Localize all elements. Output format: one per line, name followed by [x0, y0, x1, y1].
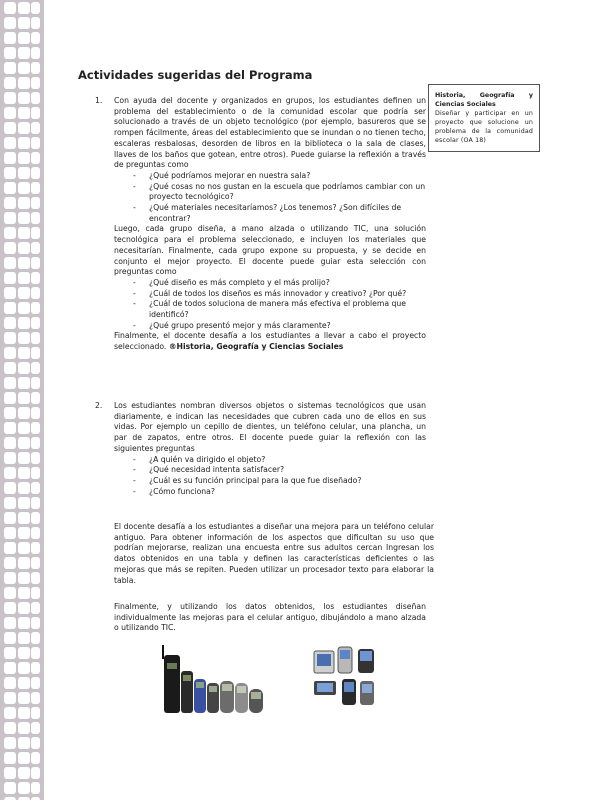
page-heading: Actividades sugeridas del Programa — [78, 68, 313, 82]
strip-square — [4, 557, 16, 569]
strip-square — [31, 767, 40, 779]
activity-2-questions — [114, 455, 426, 498]
strip-square — [18, 467, 30, 479]
strip-square — [4, 767, 16, 779]
question-text: ¿Cuál es su función principal para la que fue diseñado? — [149, 475, 362, 485]
activity-2-paragraph-2-block — [114, 522, 434, 586]
strip-square — [18, 602, 30, 614]
strip-square — [18, 782, 30, 794]
strip-square — [31, 722, 40, 734]
strip-square — [18, 722, 30, 734]
strip-square — [31, 332, 40, 344]
strip-square — [31, 47, 40, 59]
strip-square — [4, 542, 16, 554]
strip-square — [4, 332, 16, 344]
strip-square — [31, 212, 40, 224]
strip-square — [4, 287, 16, 299]
strip-square — [31, 347, 40, 359]
strip-square — [18, 362, 30, 374]
strip-square — [31, 797, 40, 809]
strip-square — [4, 752, 16, 764]
strip-square — [18, 212, 30, 224]
strip-square — [4, 437, 16, 449]
reference-title: Historia, Geografía y Ciencias Sociales — [435, 92, 533, 108]
dash-bullet: - — [133, 320, 136, 330]
question-text: ¿A quién va dirigido el objeto? — [149, 454, 266, 464]
strip-square — [4, 377, 16, 389]
activity-1 — [114, 96, 426, 353]
strip-square — [18, 677, 30, 689]
strip-square — [31, 662, 40, 674]
activity-1-questions-1 — [114, 171, 426, 225]
question-text: ¿Qué cosas no nos gustan en la escuela que podríamos cambiar con un proyecto tecnológico? — [149, 181, 426, 202]
strip-square — [18, 377, 30, 389]
question-item — [114, 465, 426, 476]
strip-square — [18, 242, 30, 254]
activity-1-closing-ref: ®Historia, Geografía y Ciencias Sociales — [168, 342, 344, 352]
strip-square — [18, 152, 30, 164]
strip-square — [18, 767, 30, 779]
dash-bullet: - — [133, 203, 136, 213]
question-item — [114, 171, 426, 182]
question-text: ¿Qué podríamos mejorar en nuestra sala? — [149, 170, 311, 180]
strip-square — [4, 272, 16, 284]
question-item — [114, 455, 426, 466]
strip-square — [18, 527, 30, 539]
strip-square — [4, 362, 16, 374]
strip-square — [31, 572, 40, 584]
strip-square — [31, 752, 40, 764]
strip-square — [31, 302, 40, 314]
strip-square — [31, 407, 40, 419]
strip-square — [4, 647, 16, 659]
strip-square — [4, 242, 16, 254]
strip-square — [18, 797, 30, 809]
strip-square — [18, 122, 30, 134]
reference-body: Diseñar y participar en un proyecto que solucione un problema de la comunidad escolar (OA 18) — [435, 110, 533, 144]
strip-square — [4, 302, 16, 314]
strip-square — [31, 452, 40, 464]
strip-square — [18, 392, 30, 404]
strip-square — [18, 197, 30, 209]
strip-square — [4, 497, 16, 509]
activity-2-paragraph-3-block — [114, 602, 426, 634]
activity-1-closing: Finalmente, el docente desafía a los estudiantes a llevar a cabo el proyecto seleccionado. — [114, 331, 426, 352]
strip-square — [4, 167, 16, 179]
dash-bullet: - — [133, 170, 136, 180]
strip-square — [31, 17, 40, 29]
question-item — [114, 278, 426, 289]
strip-square — [4, 227, 16, 239]
strip-square — [31, 32, 40, 44]
strip-square — [18, 452, 30, 464]
modern-phones-image — [312, 645, 384, 711]
strip-square — [18, 587, 30, 599]
dash-bullet: - — [133, 288, 136, 298]
strip-square — [31, 617, 40, 629]
strip-square — [31, 62, 40, 74]
strip-square — [31, 227, 40, 239]
question-text: ¿Cuál de todos los diseños es más innovador y creativo? ¿Por qué? — [149, 288, 407, 298]
strip-square — [18, 437, 30, 449]
dash-bullet: - — [133, 486, 136, 496]
strip-square — [31, 77, 40, 89]
question-text: ¿Cuál de todos soluciona de manera más efectiva el problema que identificó? — [149, 299, 407, 320]
strip-square — [31, 107, 40, 119]
strip-square — [31, 557, 40, 569]
strip-square — [4, 407, 16, 419]
strip-square — [4, 737, 16, 749]
activity-2-intro: Los estudiantes nombran diversos objetos o sistemas tecnológicos que usan diariamente, e indican las necesidades que cubren cada uno de ellos en sus vidas. Por ejemplo un cepillo de dientes, un teléfono celular, una plancha, un par de zapatos, entre otros. El docente puede guiar la reflexión con las siguientes preguntas — [114, 401, 426, 453]
strip-square — [4, 77, 16, 89]
strip-square — [18, 317, 30, 329]
strip-square — [4, 107, 16, 119]
question-item — [114, 203, 426, 224]
strip-square — [18, 422, 30, 434]
strip-square — [18, 272, 30, 284]
strip-square — [31, 287, 40, 299]
strip-square — [4, 662, 16, 674]
strip-square — [31, 527, 40, 539]
strip-square — [18, 737, 30, 749]
strip-square — [4, 137, 16, 149]
strip-square — [31, 497, 40, 509]
strip-square — [18, 407, 30, 419]
strip-square — [4, 347, 16, 359]
strip-square — [18, 512, 30, 524]
strip-square — [18, 77, 30, 89]
strip-square — [4, 467, 16, 479]
strip-square — [31, 317, 40, 329]
strip-square — [4, 317, 16, 329]
strip-square — [4, 182, 16, 194]
dash-bullet: - — [133, 277, 136, 287]
strip-square — [31, 137, 40, 149]
strip-square — [31, 737, 40, 749]
strip-square — [18, 137, 30, 149]
strip-square — [4, 722, 16, 734]
strip-square — [4, 527, 16, 539]
strip-square — [18, 167, 30, 179]
strip-square — [31, 422, 40, 434]
strip-square — [4, 17, 16, 29]
strip-square — [4, 392, 16, 404]
strip-square — [31, 692, 40, 704]
strip-square — [31, 152, 40, 164]
strip-square — [18, 17, 30, 29]
strip-square — [31, 272, 40, 284]
question-item — [114, 476, 426, 487]
strip-square — [4, 587, 16, 599]
question-item — [114, 182, 426, 203]
strip-square — [31, 632, 40, 644]
activity-2-paragraph-3: Finalmente, y utilizando los datos obtenidos, los estudiantes diseñan individualmente las mejoras para el celular antiguo, dibujándolo a mano alzada o utilizando TIC. — [114, 602, 426, 633]
strip-square — [18, 257, 30, 269]
strip-square — [31, 512, 40, 524]
question-item — [114, 299, 426, 320]
strip-square — [18, 707, 30, 719]
strip-square — [18, 497, 30, 509]
strip-square — [18, 692, 30, 704]
question-text: ¿Qué diseño es más completo y el más prolijo? — [149, 277, 330, 287]
dash-bullet: - — [133, 465, 136, 475]
strip-square — [18, 572, 30, 584]
strip-square — [4, 632, 16, 644]
question-text: ¿Qué grupo presentó mejor y más claramente? — [149, 320, 331, 330]
dash-bullet: - — [133, 299, 136, 309]
activity-2 — [114, 401, 426, 497]
dash-bullet: - — [133, 181, 136, 191]
strip-square — [31, 392, 40, 404]
strip-square — [4, 707, 16, 719]
strip-square — [31, 2, 40, 14]
strip-square — [4, 602, 16, 614]
strip-square — [31, 242, 40, 254]
strip-square — [4, 572, 16, 584]
strip-square — [18, 557, 30, 569]
strip-square — [31, 92, 40, 104]
activity-1-closing-paragraph — [114, 331, 426, 352]
question-item — [114, 321, 426, 332]
strip-square — [18, 92, 30, 104]
strip-square — [4, 197, 16, 209]
strip-square — [18, 617, 30, 629]
strip-square — [31, 467, 40, 479]
question-item — [114, 289, 426, 300]
question-item — [114, 487, 426, 498]
strip-square — [18, 227, 30, 239]
strip-square — [4, 452, 16, 464]
strip-square — [31, 482, 40, 494]
strip-square — [18, 662, 30, 674]
old-phones-image — [160, 645, 270, 715]
dash-bullet: - — [133, 475, 136, 485]
activity-1-questions-2 — [114, 278, 426, 332]
strip-square — [18, 2, 30, 14]
strip-square — [4, 122, 16, 134]
strip-square — [4, 257, 16, 269]
strip-square — [18, 302, 30, 314]
strip-square — [18, 287, 30, 299]
strip-square — [4, 617, 16, 629]
strip-square — [31, 647, 40, 659]
strip-square — [4, 692, 16, 704]
strip-square — [18, 542, 30, 554]
activity-1-intro: Con ayuda del docente y organizados en grupos, los estudiantes definen un problema del establecimiento o de la comunidad escolar que podría ser solucionado a través de un objeto tecnológico (por ejemplo, basureros que se rompen fácilmente, áreas del establecimiento que se inundan o no tienen techo, escaleras resbalosas, desorden de libros en la biblioteca o la sala de clases, llaves de los baños que gotean, entre otros). Puede guiarse la reflexión a través de preguntas como — [114, 96, 426, 170]
question-text: ¿Qué necesidad intenta satisfacer? — [149, 465, 285, 475]
strip-square — [4, 422, 16, 434]
strip-square — [31, 587, 40, 599]
strip-square — [31, 677, 40, 689]
strip-square — [4, 677, 16, 689]
strip-square — [31, 602, 40, 614]
strip-square — [18, 632, 30, 644]
strip-square — [31, 257, 40, 269]
strip-square — [31, 362, 40, 374]
strip-square — [4, 512, 16, 524]
strip-square — [31, 197, 40, 209]
strip-square — [18, 182, 30, 194]
activity-1-number: 1. — [95, 96, 103, 105]
strip-square — [18, 647, 30, 659]
strip-square — [31, 707, 40, 719]
question-text: ¿Cómo funciona? — [149, 486, 215, 496]
strip-square — [31, 167, 40, 179]
strip-square — [18, 62, 30, 74]
strip-square — [4, 62, 16, 74]
activity-1-middle: Luego, cada grupo diseña, a mano alzada o utilizando TIC, una solución tecnológica para el problema seleccionado, e incluyen los materiales que necesitarían. Finalmente, cada grupo expone su propuesta, y se decide en conjunto el mejor proyecto. El docente puede guiar esta selección con preguntas como — [114, 224, 426, 277]
activity-2-number: 2. — [95, 401, 103, 410]
strip-square — [31, 437, 40, 449]
curriculum-reference-box — [428, 84, 540, 152]
strip-square — [4, 212, 16, 224]
strip-square — [4, 47, 16, 59]
decorative-side-strip — [0, 0, 44, 800]
strip-square — [31, 782, 40, 794]
strip-square — [4, 2, 16, 14]
strip-square — [4, 92, 16, 104]
strip-square — [18, 752, 30, 764]
strip-square — [4, 797, 16, 809]
strip-square — [18, 47, 30, 59]
strip-square — [31, 182, 40, 194]
strip-square — [31, 377, 40, 389]
strip-square — [18, 482, 30, 494]
strip-square — [31, 542, 40, 554]
strip-square — [4, 782, 16, 794]
strip-square — [18, 332, 30, 344]
dash-bullet: - — [133, 454, 136, 464]
strip-square — [4, 152, 16, 164]
strip-square — [18, 347, 30, 359]
strip-square — [31, 122, 40, 134]
strip-square — [4, 32, 16, 44]
strip-square — [4, 482, 16, 494]
activity-2-paragraph-2: El docente desafía a los estudiantes a diseñar una mejora para un teléfono celular antiguo. Para obtener información de los aspectos que dificultan su uso que podrían mejorarse, realizan una encuesta entre sus adultos cercan Ingresan los datos obtenidos en una tabla y definen las características deficientes o las mejoras que más se repiten. Pueden utilizar un procesador texto para elaborar la tabla. — [114, 522, 434, 585]
strip-square — [18, 107, 30, 119]
question-text: ¿Qué materiales necesitaríamos? ¿Los tenemos? ¿Son difíciles de encontrar? — [149, 203, 402, 223]
strip-square — [18, 32, 30, 44]
